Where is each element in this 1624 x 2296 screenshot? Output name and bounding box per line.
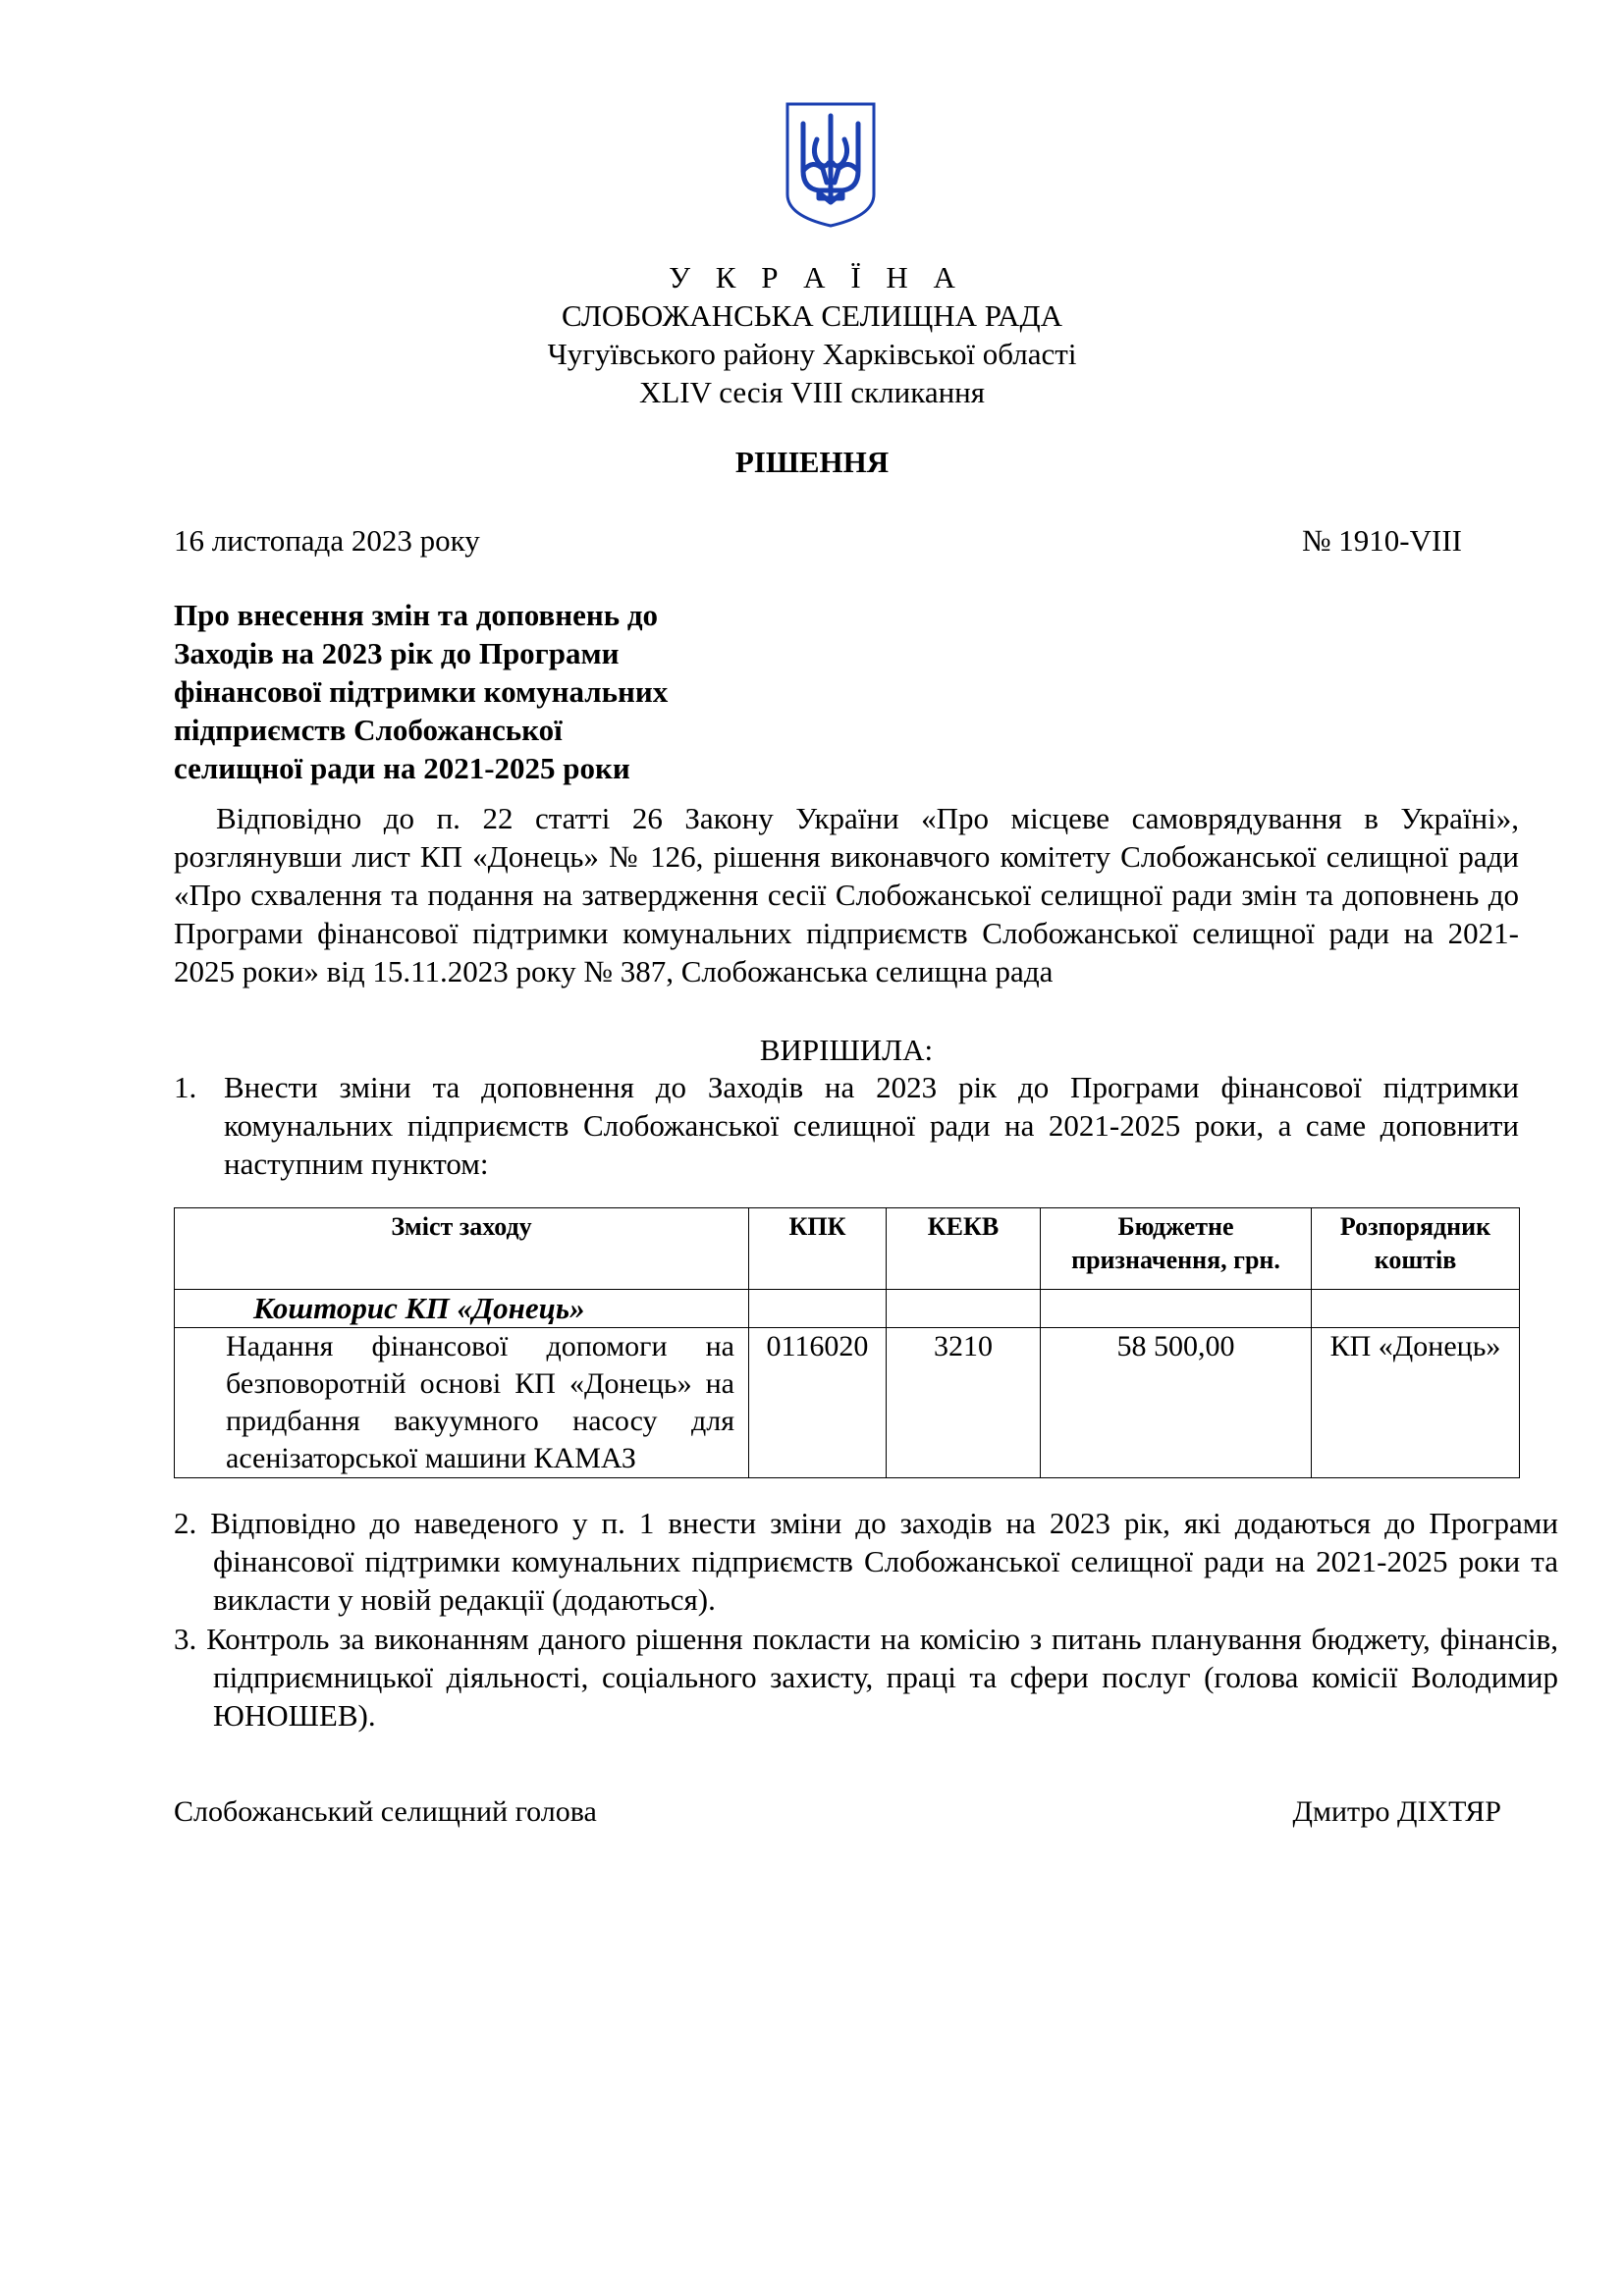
subject-line: підприємств Слобожанської	[174, 713, 563, 747]
header-session: XLIV сесія VIII скликання	[638, 375, 986, 409]
subject-line: Заходів на 2023 рік до Програми	[174, 636, 620, 670]
resolved-heading: ВИРІШИЛА:	[759, 1033, 934, 1067]
header-district: Чугуївського району Харківської області	[547, 337, 1077, 371]
signature-role: Слобожанський селищний голова	[174, 1795, 597, 1828]
subject-line: фінансової підтримки комунальних	[174, 674, 669, 709]
manager-cell: КП «Донець»	[1312, 1328, 1520, 1478]
column-header: Бюджетне призначення, грн.	[1041, 1208, 1312, 1290]
column-header: КПК	[749, 1208, 887, 1290]
section-title: Кошторис КП «Донець»	[175, 1290, 749, 1328]
list-item-1	[174, 1068, 1519, 1183]
table-row	[175, 1328, 1520, 1478]
table-cell	[1312, 1290, 1520, 1328]
table-cell	[887, 1290, 1041, 1328]
list-item-text: Внести зміни та доповнення до Заходів на 2023 рік до Програми фінансової підтримки комунальних підприємств Слобожанської селищної ради на 2021-2025 роки, а саме доповнити наступним пунктом:	[224, 1070, 1519, 1181]
table-cell	[749, 1290, 887, 1328]
measures-table	[174, 1207, 1520, 1478]
amount-cell: 58 500,00	[1041, 1328, 1312, 1478]
header-council: СЛОБОЖАНСЬКА СЕЛИЩНА РАДА	[562, 298, 1062, 333]
coat-of-arms-icon	[784, 100, 878, 230]
list-item-3: 3. Контроль за виконанням даного рішення покласти на комісію з питань планування бюджету, фінансів, підприємницької діяльності, соціального захисту, праці та сфери послуг (голова комісії Володимир ЮНОШЕВ).	[174, 1622, 1558, 1733]
column-header: КЕКВ	[887, 1208, 1041, 1290]
document-header	[370, 258, 1254, 411]
subject-line: селищної ради на 2021-2025 роки	[174, 751, 630, 785]
decision-number: № 1910-VIII	[1301, 523, 1462, 558]
measure-description	[175, 1328, 749, 1478]
decision-title: РІШЕННЯ	[734, 445, 890, 479]
list-item-2: 2. Відповідно до наведеного у п. 1 внести зміни до заходів на 2023 рік, які додаються до Програми фінансової підтримки комунальних підприємств Слобожанської селищної ради на 2021-2025 роки та викласти у новій редакції (додаються).	[174, 1506, 1558, 1617]
table-section-row	[175, 1290, 1520, 1328]
signature-name: Дмитро ДІХТЯР	[1292, 1795, 1501, 1828]
decision-subject	[174, 596, 763, 787]
preamble-paragraph: Відповідно до п. 22 статті 26 Закону України «Про місцеве самоврядування в Україні», розглянувши лист КП «Донець» № 126, рішення виконавчого комітету Слобожанської селищної ради «Про схвалення та подання на затвердження сесії Слобожанської селищної ради змін та доповнень до Програми фінансової підтримки комунальних підприємств Слобожанської селищної ради на 2021-2025 роки» від 15.11.2023 року № 387, Слобожанська селищна рада	[174, 801, 1519, 988]
column-header: Розпорядник коштів	[1312, 1208, 1520, 1290]
decision-date: 16 листопада 2023 року	[174, 523, 480, 558]
subject-line: Про внесення змін та доповнень до	[174, 598, 659, 632]
list-item-number: 1.	[174, 1070, 197, 1104]
kekv-cell: 3210	[887, 1328, 1041, 1478]
kpk-cell: 0116020	[749, 1328, 887, 1478]
header-country: У К Р А Ї Н А	[669, 260, 964, 294]
table-cell	[1041, 1290, 1312, 1328]
column-header: Зміст заходу	[175, 1208, 749, 1290]
table-header-row	[175, 1208, 1520, 1290]
measure-description-text: Надання фінансової допомоги на безповоротній основі КП «Донець» на придбання вакуумного насосу для асенізаторської машини КАМАЗ	[226, 1330, 734, 1474]
